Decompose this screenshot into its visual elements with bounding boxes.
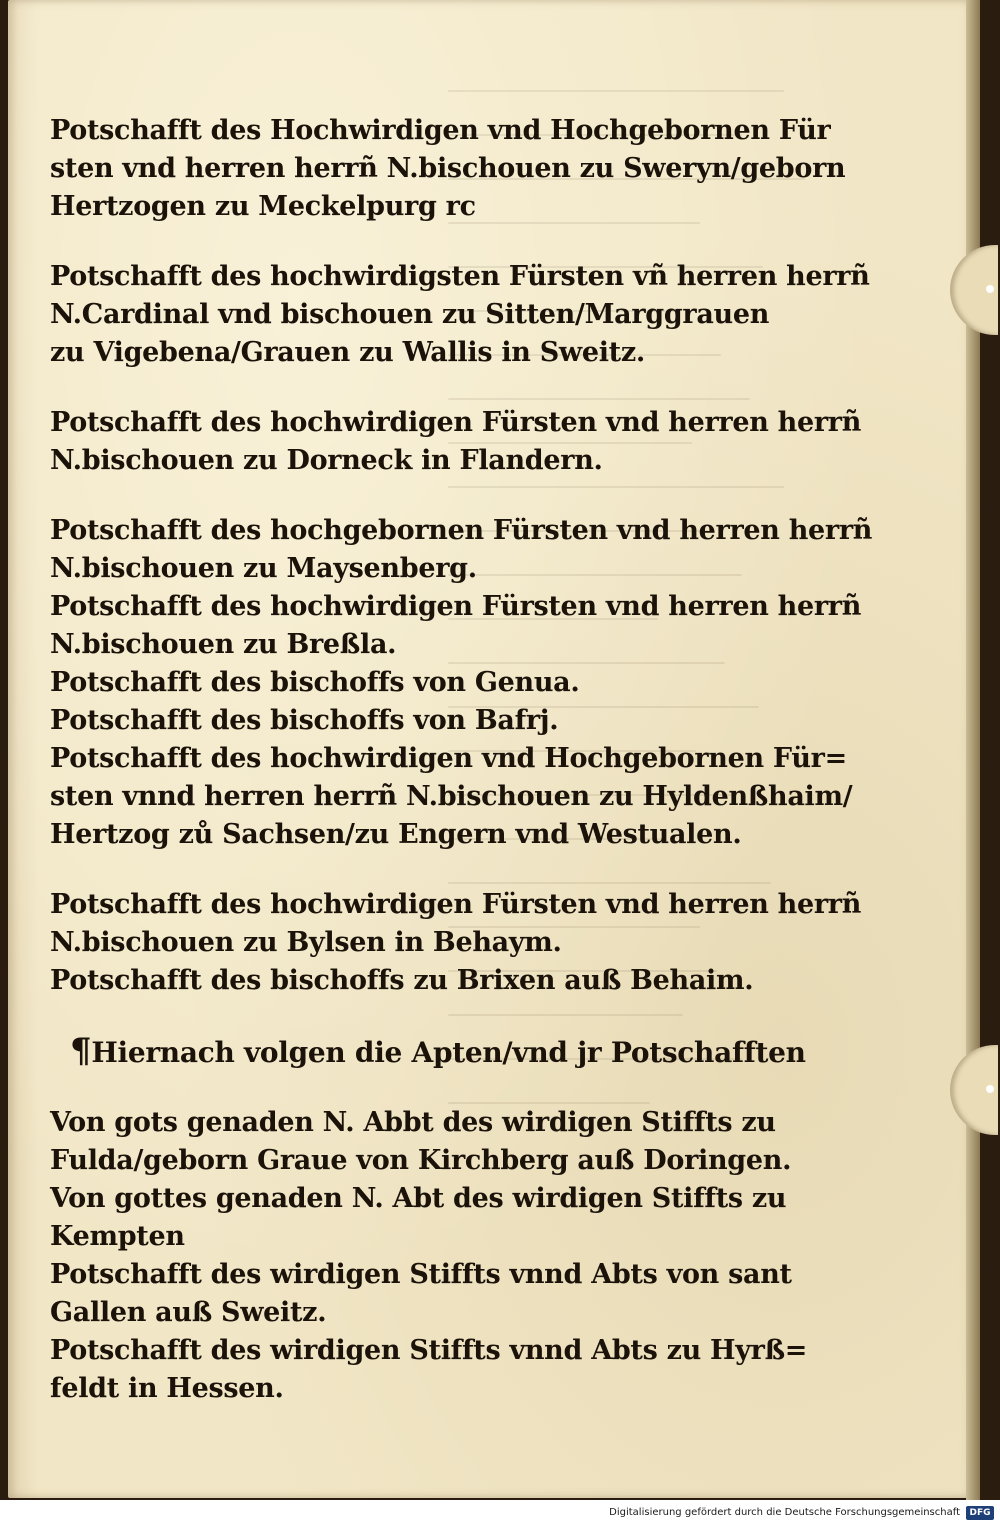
text-line: Hertzogen zu Meckelpurg rc — [50, 191, 476, 222]
text-line: Von gottes genaden N. Abt des wirdigen Stiffts zu — [50, 1183, 787, 1214]
dfg-logo: DFG — [966, 1506, 994, 1520]
text-line: N.bischouen zu Maysenberg. — [50, 553, 477, 584]
page-text — [50, 112, 873, 1408]
text-line: N.bischouen zu Bylsen in Behaym. — [50, 927, 562, 958]
text-line: N.Cardinal vnd bischouen zu Sitten/Marggrauen — [50, 299, 770, 330]
heading-line — [70, 1031, 806, 1072]
entry-bylsen-brixen — [50, 886, 862, 1000]
text-line: Gallen auß Sweitz. — [50, 1297, 327, 1328]
text-line: Potschafft des bischoffs zu Brixen auß Behaim. — [50, 965, 754, 996]
pilcrow-mark: ¶ — [70, 1031, 92, 1071]
text-line: Potschafft des Hochwirdigen vnd Hochgebornen Für — [50, 115, 831, 146]
entry-abbots — [50, 1104, 808, 1408]
funding-credit: Digitalisierung gefördert durch die Deutsche Forschungsgemeinschaft — [609, 1507, 960, 1518]
footer-bar — [0, 1500, 1000, 1527]
text-line: zu Vigebena/Grauen zu Wallis in Sweitz. — [50, 337, 645, 368]
entry-sitten — [50, 258, 870, 372]
entry-group-bishops — [50, 512, 873, 854]
text-line: Potschafft des wirdigen Stiffts vnnd Abts von sant — [50, 1259, 792, 1290]
text-line: Potschafft des bischoffs von Genua. — [50, 667, 580, 698]
text-line: Potschafft des hochwirdigen Fürsten vnd herren herrñ — [50, 591, 862, 622]
section-heading — [50, 1031, 806, 1072]
text-line: feldt in Hessen. — [50, 1373, 284, 1404]
text-line: Fulda/geborn Graue von Kirchberg auß Doringen. — [50, 1145, 792, 1176]
text-line: N.bischouen zu Dorneck in Flandern. — [50, 445, 603, 476]
text-line: Hertzog zů Sachsen/zu Engern vnd Westualen. — [50, 819, 742, 850]
text-line: Potschafft des hochwirdigen Fürsten vnd herren herrñ — [50, 407, 862, 438]
entry-dorneck — [50, 404, 862, 480]
text-line: Potschafft des hochwirdigsten Fürsten vñ herren herrñ — [50, 261, 870, 292]
entry-schwerin — [50, 112, 846, 226]
heading-text: Hiernach volgen die Apten/vnd jr Potschafften — [91, 1036, 806, 1069]
text-line: sten vnnd herren herrñ N.bischouen zu Hyldenßhaim/ — [50, 781, 853, 812]
text-line: sten vnd herren herrñ N.bischouen zu Sweryn/geborn — [50, 153, 846, 184]
book-page — [8, 0, 976, 1498]
text-line: Potschafft des hochgebornen Fürsten vnd herren herrñ — [50, 515, 873, 546]
text-line: Potschafft des hochwirdigen Fürsten vnd herren herrñ — [50, 889, 862, 920]
text-line: N.bischouen zu Breßla. — [50, 629, 397, 660]
text-line: Kempten — [50, 1221, 185, 1252]
page-edge — [966, 0, 980, 1500]
text-line: Potschafft des bischoffs von Bafrj. — [50, 705, 559, 736]
text-line: Von gots genaden N. Abbt des wirdigen Stiffts zu — [50, 1107, 776, 1138]
text-line: Potschafft des wirdigen Stiffts vnnd Abts zu Hyrß= — [50, 1335, 808, 1366]
text-line: Potschafft des hochwirdigen vnd Hochgebornen Für= — [50, 743, 847, 774]
